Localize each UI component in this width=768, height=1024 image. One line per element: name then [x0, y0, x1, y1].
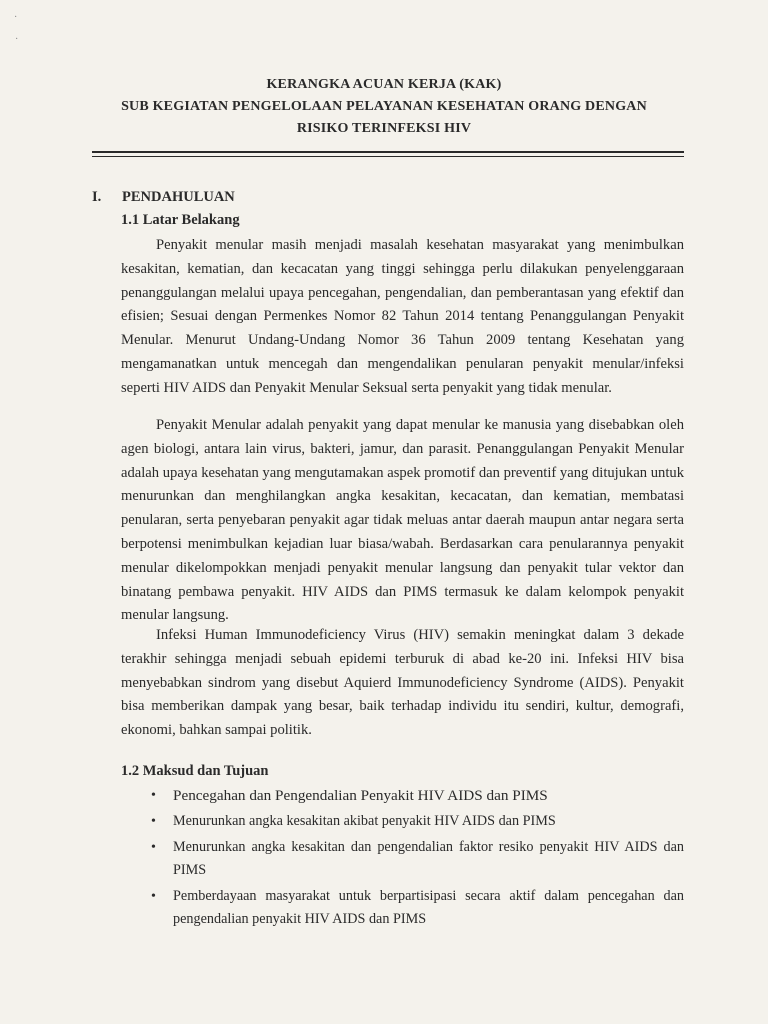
- list-item: [149, 885, 684, 931]
- bullet-icon: •: [151, 814, 156, 829]
- title-line-2: SUB KEGIATAN PENGELOLAAN PELAYANAN KESEHATAN ORANG DENGAN: [121, 99, 647, 114]
- list-item-text: Pencegahan dan Pengendalian Penyakit HIV AIDS dan PIMS: [173, 787, 548, 804]
- list-item-text: Menurunkan angka kesakitan akibat penyakit HIV AIDS dan PIMS: [173, 813, 556, 829]
- title-line-1: KERANGKA ACUAN KERJA (KAK): [266, 77, 502, 92]
- document-title: [0, 74, 768, 140]
- list-item: [149, 810, 684, 833]
- scan-speck: ·: [14, 12, 18, 23]
- section-title: PENDAHULUAN: [122, 189, 235, 205]
- section-heading-pendahuluan: [92, 189, 235, 206]
- list-item: [149, 836, 684, 882]
- title-divider-thin: [92, 156, 684, 157]
- scan-speck: ·: [15, 34, 19, 45]
- list-item-text: Pemberdayaan masyarakat untuk berpartisipasi secara aktif dalam pencegahan dan pengendalian penyakit HIV AIDS dan PIMS: [173, 888, 684, 927]
- subsection-heading-latar-belakang: 1.1 Latar Belakang: [121, 212, 240, 228]
- title-line-3: RISIKO TERINFEKSI HIV: [296, 121, 472, 136]
- paragraph-3: Infeksi Human Immunodeficiency Virus (HIV) semakin meningkat dalam 3 dekade terakhir sehingga menjadi sebuah epidemi terburuk di abad ke-20 ini. Infeksi HIV bisa menyebabkan sindrom yang disebut Aquierd Immunodeficiency Syndrome (AIDS). Penyakit bisa memberikan dampak yang besar, baik terhadap individu itu sendiri, kultur, demografi, ekonomi, bahkan sampai politik.: [121, 627, 684, 739]
- bullet-icon: •: [151, 889, 156, 904]
- bullet-icon: •: [151, 788, 156, 803]
- title-divider-thick: [92, 151, 684, 153]
- section-number: I.: [92, 189, 102, 205]
- paragraph-1: Penyakit menular masih menjadi masalah kesehatan masyarakat yang menimbulkan kesakitan, kematian, dan kecacatan yang tinggi sehingga perlu dilakukan penyelenggaraan penanggulangan melalui upaya pencegahan, pengendalian, dan pemberantasan yang efektif dan efisien; Sesuai dengan Permenkes Nomor 82 Tahun 2014 tentang Penanggulangan Penyakit Menular. Menurut Undang-Undang Nomor 36 Tahun 2009 tentang Kesehatan yang mengamanatkan untuk mencegah dan mengendalikan penularan penyakit menular/infeksi seperti HIV AIDS dan Penyakit Menular Seksual serta penyakit yang tidak menular.: [121, 237, 684, 396]
- list-item: [149, 784, 684, 807]
- subsection-heading-maksud-tujuan: 1.2 Maksud dan Tujuan: [121, 763, 269, 779]
- objectives-list: [149, 784, 684, 934]
- paragraph-2: Penyakit Menular adalah penyakit yang dapat menular ke manusia yang disebabkan oleh agen biologi, antara lain virus, bakteri, jamur, dan parasit. Penanggulangan Penyakit Menular adalah upaya kesehatan yang mengutamakan aspek promotif dan preventif yang ditujukan untuk menurunkan dan menghilangkan angka kesakitan, kecacatan, dan kematian, membatasi penularan, serta penyebaran penyakit agar tidak meluas antar daerah maupun antar negara serta berpotensi menimbulkan kejadian luar biasa/wabah. Berdasarkan cara penularannya penyakit menular dikelompokkan menjadi penyakit menular langsung dan penyakit tular vektor dan binatang pembawa penyakit. HIV AIDS dan PIMS termasuk ke dalam kelompok penyakit menular langsung.: [121, 417, 684, 624]
- bullet-icon: •: [151, 840, 156, 855]
- list-item-text: Menurunkan angka kesakitan dan pengendalian faktor resiko penyakit HIV AIDS dan PIMS: [173, 839, 684, 878]
